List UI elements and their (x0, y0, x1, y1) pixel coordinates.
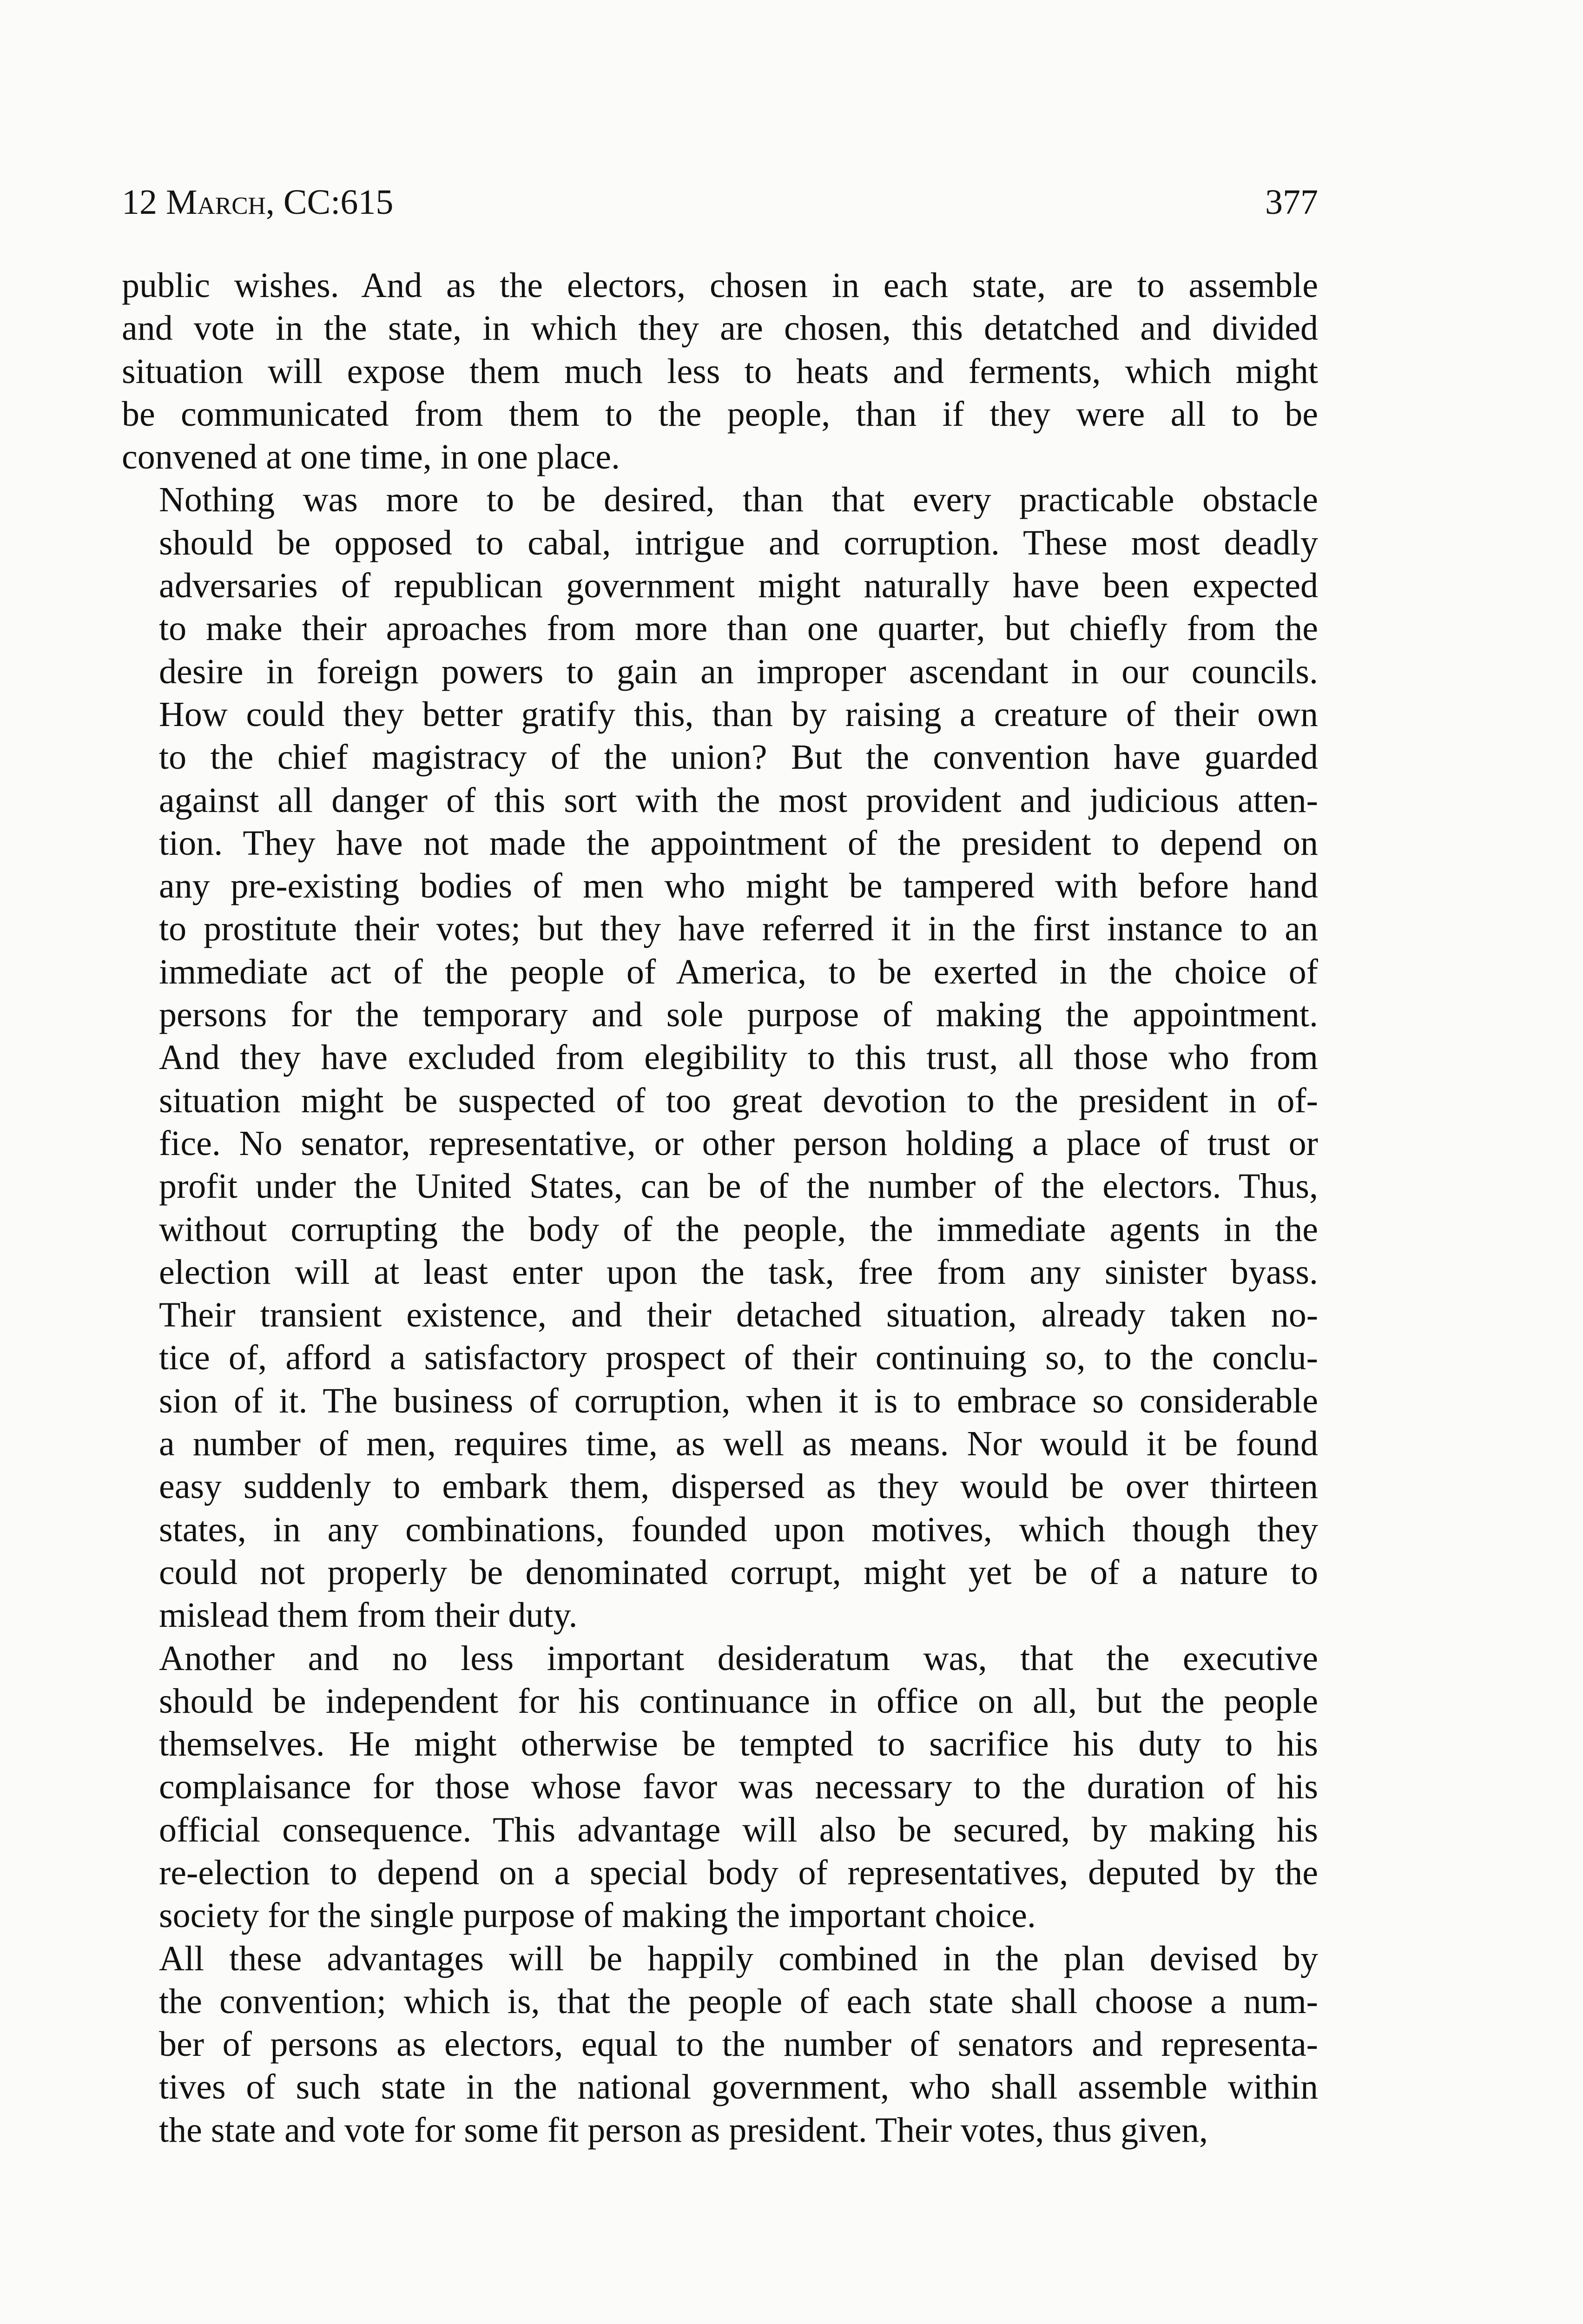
text-line: fice. No senator, representative, or other person holding a place of trust or (159, 1123, 1318, 1163)
text-line: against all danger of this sort with the most provident and judicious atten- (159, 780, 1318, 820)
text-line: persons for the temporary and sole purpose of making the appointment. (159, 995, 1318, 1035)
text-line: the convention; which is, that the people of each state shall choose a num- (159, 1981, 1318, 2021)
text-line: mislead them from their duty. (159, 1596, 578, 1635)
paragraph (122, 1937, 1318, 2152)
text-line: society for the single purpose of making the important choice. (159, 1896, 1036, 1935)
text-line: complaisance for those whose favor was necessary to the duration of his (159, 1767, 1318, 1807)
text-line: any pre-existing bodies of men who might be tampered with before hand (159, 866, 1318, 906)
text-line: convened at one time, in one place. (122, 437, 620, 477)
text-line: re-election to depend on a special body of representatives, deputed by the (159, 1853, 1318, 1892)
text-line: election will at least enter upon the task, free from any sinister byass. (159, 1252, 1318, 1292)
text-line: And they have excluded from elegibility to this trust, all those who from (159, 1038, 1318, 1077)
header-date-reference (122, 177, 393, 228)
running-head (122, 177, 1318, 228)
text-line: All these advantages will be happily combined in the plan devised by (159, 1939, 1318, 1978)
text-line: be communicated from them to the people, than if they were all to be (122, 394, 1318, 434)
text-line: themselves. He might otherwise be tempted to sacrifice his duty to his (159, 1724, 1318, 1764)
text-line: immediate act of the people of America, to be exerted in the choice of (159, 952, 1318, 991)
text-line: should be opposed to cabal, intrigue and corruption. These most deadly (159, 523, 1318, 562)
paragraph (122, 264, 1318, 478)
text-line: states, in any combinations, founded upon motives, which though they (159, 1510, 1318, 1549)
text-line: situation might be suspected of too great devotion to the president in of- (159, 1081, 1318, 1120)
text-line: tice of, afford a satisfactory prospect of their continuing so, to the conclu- (159, 1338, 1318, 1378)
text-line: Their transient existence, and their detached situation, already taken no- (159, 1295, 1318, 1335)
text-line: profit under the United States, can be of the number of the electors. Thus, (159, 1167, 1318, 1206)
page-number: 377 (1265, 183, 1318, 222)
body-text (122, 264, 1318, 2152)
text-line: desire in foreign powers to gain an improper ascendant in our councils. (159, 652, 1318, 691)
paragraph (122, 478, 1318, 1637)
text-line: the state and vote for some fit person as president. Their votes, thus given, (159, 2110, 1208, 2150)
text-line: ber of persons as electors, equal to the number of senators and representa- (159, 2025, 1318, 2064)
text-line: to make their aproaches from more than one quarter, but chiefly from the (159, 609, 1318, 648)
header-cc-number: , CC:615 (265, 183, 394, 222)
text-line: official consequence. This advantage will also be secured, by making his (159, 1810, 1318, 1849)
text-line: should be independent for his continuance in office on all, but the people (159, 1681, 1318, 1721)
text-line: tion. They have not made the appointment of the president to depend on (159, 823, 1318, 863)
text-line: sion of it. The business of corruption, when it is to embrace so considerable (159, 1381, 1318, 1420)
text-line: without corrupting the body of the people, the immediate agents in the (159, 1209, 1318, 1249)
text-line: to the chief magistracy of the union? But the convention have guarded (159, 738, 1318, 777)
text-line: and vote in the state, in which they are chosen, this detatched and divided (122, 309, 1318, 348)
header-month: March (166, 183, 266, 222)
text-line: Another and no less important desideratum was, that the executive (159, 1638, 1318, 1678)
text-line: a number of men, requires time, as well as means. Nor would it be found (159, 1424, 1318, 1464)
text-line: How could they better gratify this, than by raising a creature of their own (159, 694, 1318, 734)
text-line: could not properly be denominated corrupt, might yet be of a nature to (159, 1552, 1318, 1592)
text-line: public wishes. And as the electors, chosen in each state, are to assemble (122, 266, 1318, 305)
text-line: adversaries of republican government might naturally have been expected (159, 566, 1318, 606)
paragraph (122, 1637, 1318, 1937)
text-line: Nothing was more to be desired, than that every practicable obstacle (159, 480, 1318, 520)
text-line: situation will expose them much less to heats and ferments, which might (122, 351, 1318, 391)
header-day: 12 (122, 183, 166, 222)
text-line: to prostitute their votes; but they have referred it in the first instance to an (159, 909, 1318, 949)
text-line: tives of such state in the national government, who shall assemble within (159, 2067, 1318, 2107)
text-line: easy suddenly to embark them, dispersed as they would be over thirteen (159, 1467, 1318, 1506)
